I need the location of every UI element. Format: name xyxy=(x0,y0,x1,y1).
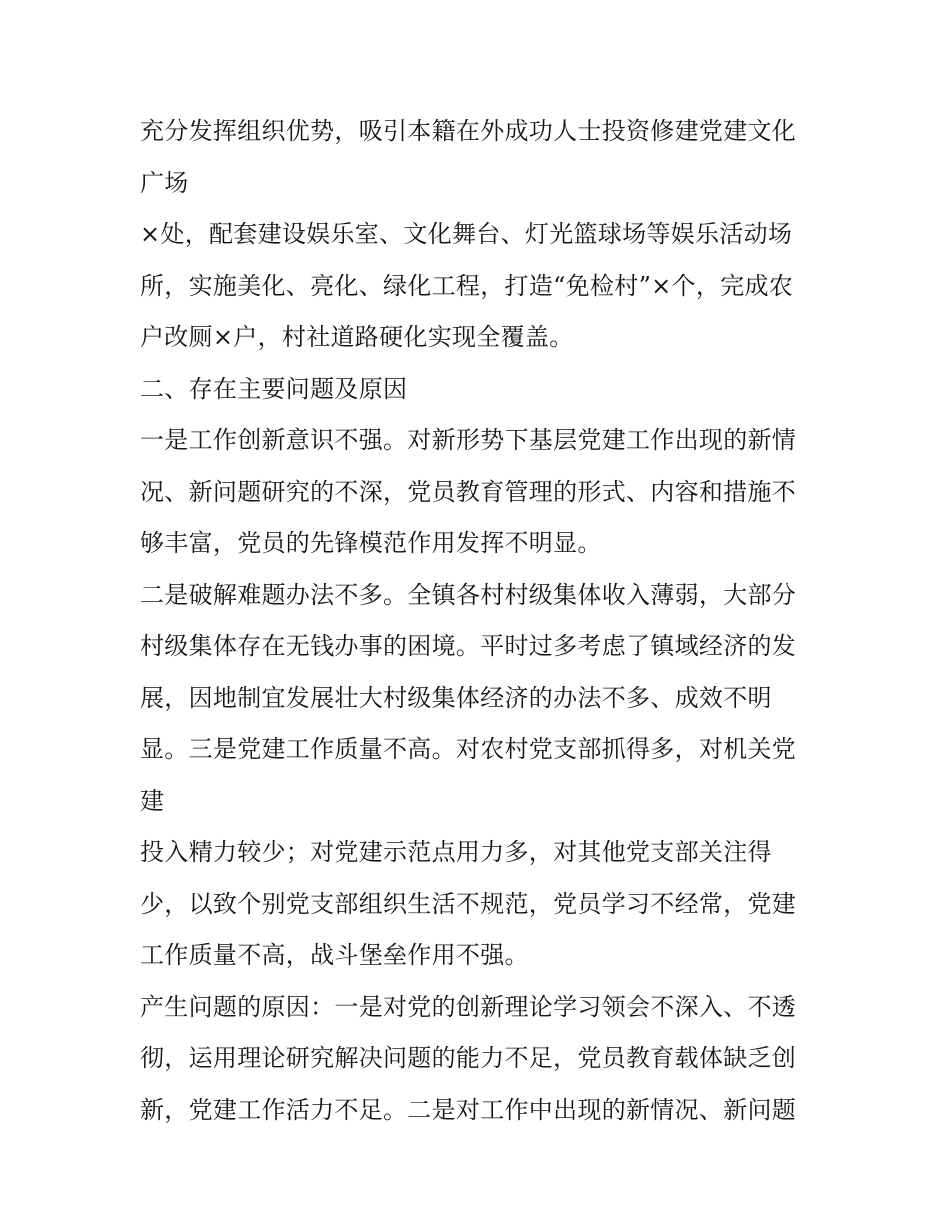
text-line: 显。三是党建工作质量不高。对农村党支部抓得多，对机关党 xyxy=(140,735,797,763)
text-line: 一是工作创新意识不强。对新形势下基层党建工作出现的新情 xyxy=(140,426,797,454)
text-line: ×处，配套建设娱乐室、文化舞台、灯光篮球场等娱乐活动场 xyxy=(140,220,793,248)
text-line: 产生问题的原因：一是对党的创新理论学习领会不深入、不透 xyxy=(140,992,797,1021)
section-heading: 二、存在主要问题及原因 xyxy=(140,374,408,403)
text-line: 村级集体存在无钱办事的困境。平时过多考虑了镇域经济的发 xyxy=(140,632,797,660)
text-line: 户改厕×户，村社道路硬化实现全覆盖。 xyxy=(140,323,574,351)
text-line: 所，实施美化、亮化、绿化工程，打造“免检村”×个，完成农 xyxy=(140,271,794,300)
text-line: 新，党建工作活力不足。二是对工作中出现的新情况、新问题 xyxy=(140,1095,797,1124)
text-line: 况、新问题研究的不深，党员教育管理的形式、内容和措施不 xyxy=(140,477,797,506)
text-line: 展，因地制宜发展壮大村级集体经济的办法不多、成效不明 xyxy=(140,683,772,712)
text-line: 充分发挥组织优势，吸引本籍在外成功人士投资修建党建文化 xyxy=(140,117,797,145)
text-line: 广场 xyxy=(140,168,189,197)
text-line: 投入精力较少；对党建示范点用力多，对其他党支部关注得 xyxy=(140,838,772,866)
text-line: 二是破解难题办法不多。全镇各村村级集体收入薄弱，大部分 xyxy=(140,580,797,609)
text-line: 彻，运用理论研究解决问题的能力不足，党员教育载体缺乏创 xyxy=(140,1044,797,1072)
text-line: 建 xyxy=(140,786,165,815)
text-line: 少，以致个别党支部组织生活不规范，党员学习不经常，党建 xyxy=(140,889,797,918)
body-text xyxy=(140,106,830,1136)
text-line: 够丰富，党员的先锋模范作用发挥不明显。 xyxy=(140,529,602,557)
text-line: 工作质量不高，战斗堡垒作用不强。 xyxy=(140,941,529,969)
